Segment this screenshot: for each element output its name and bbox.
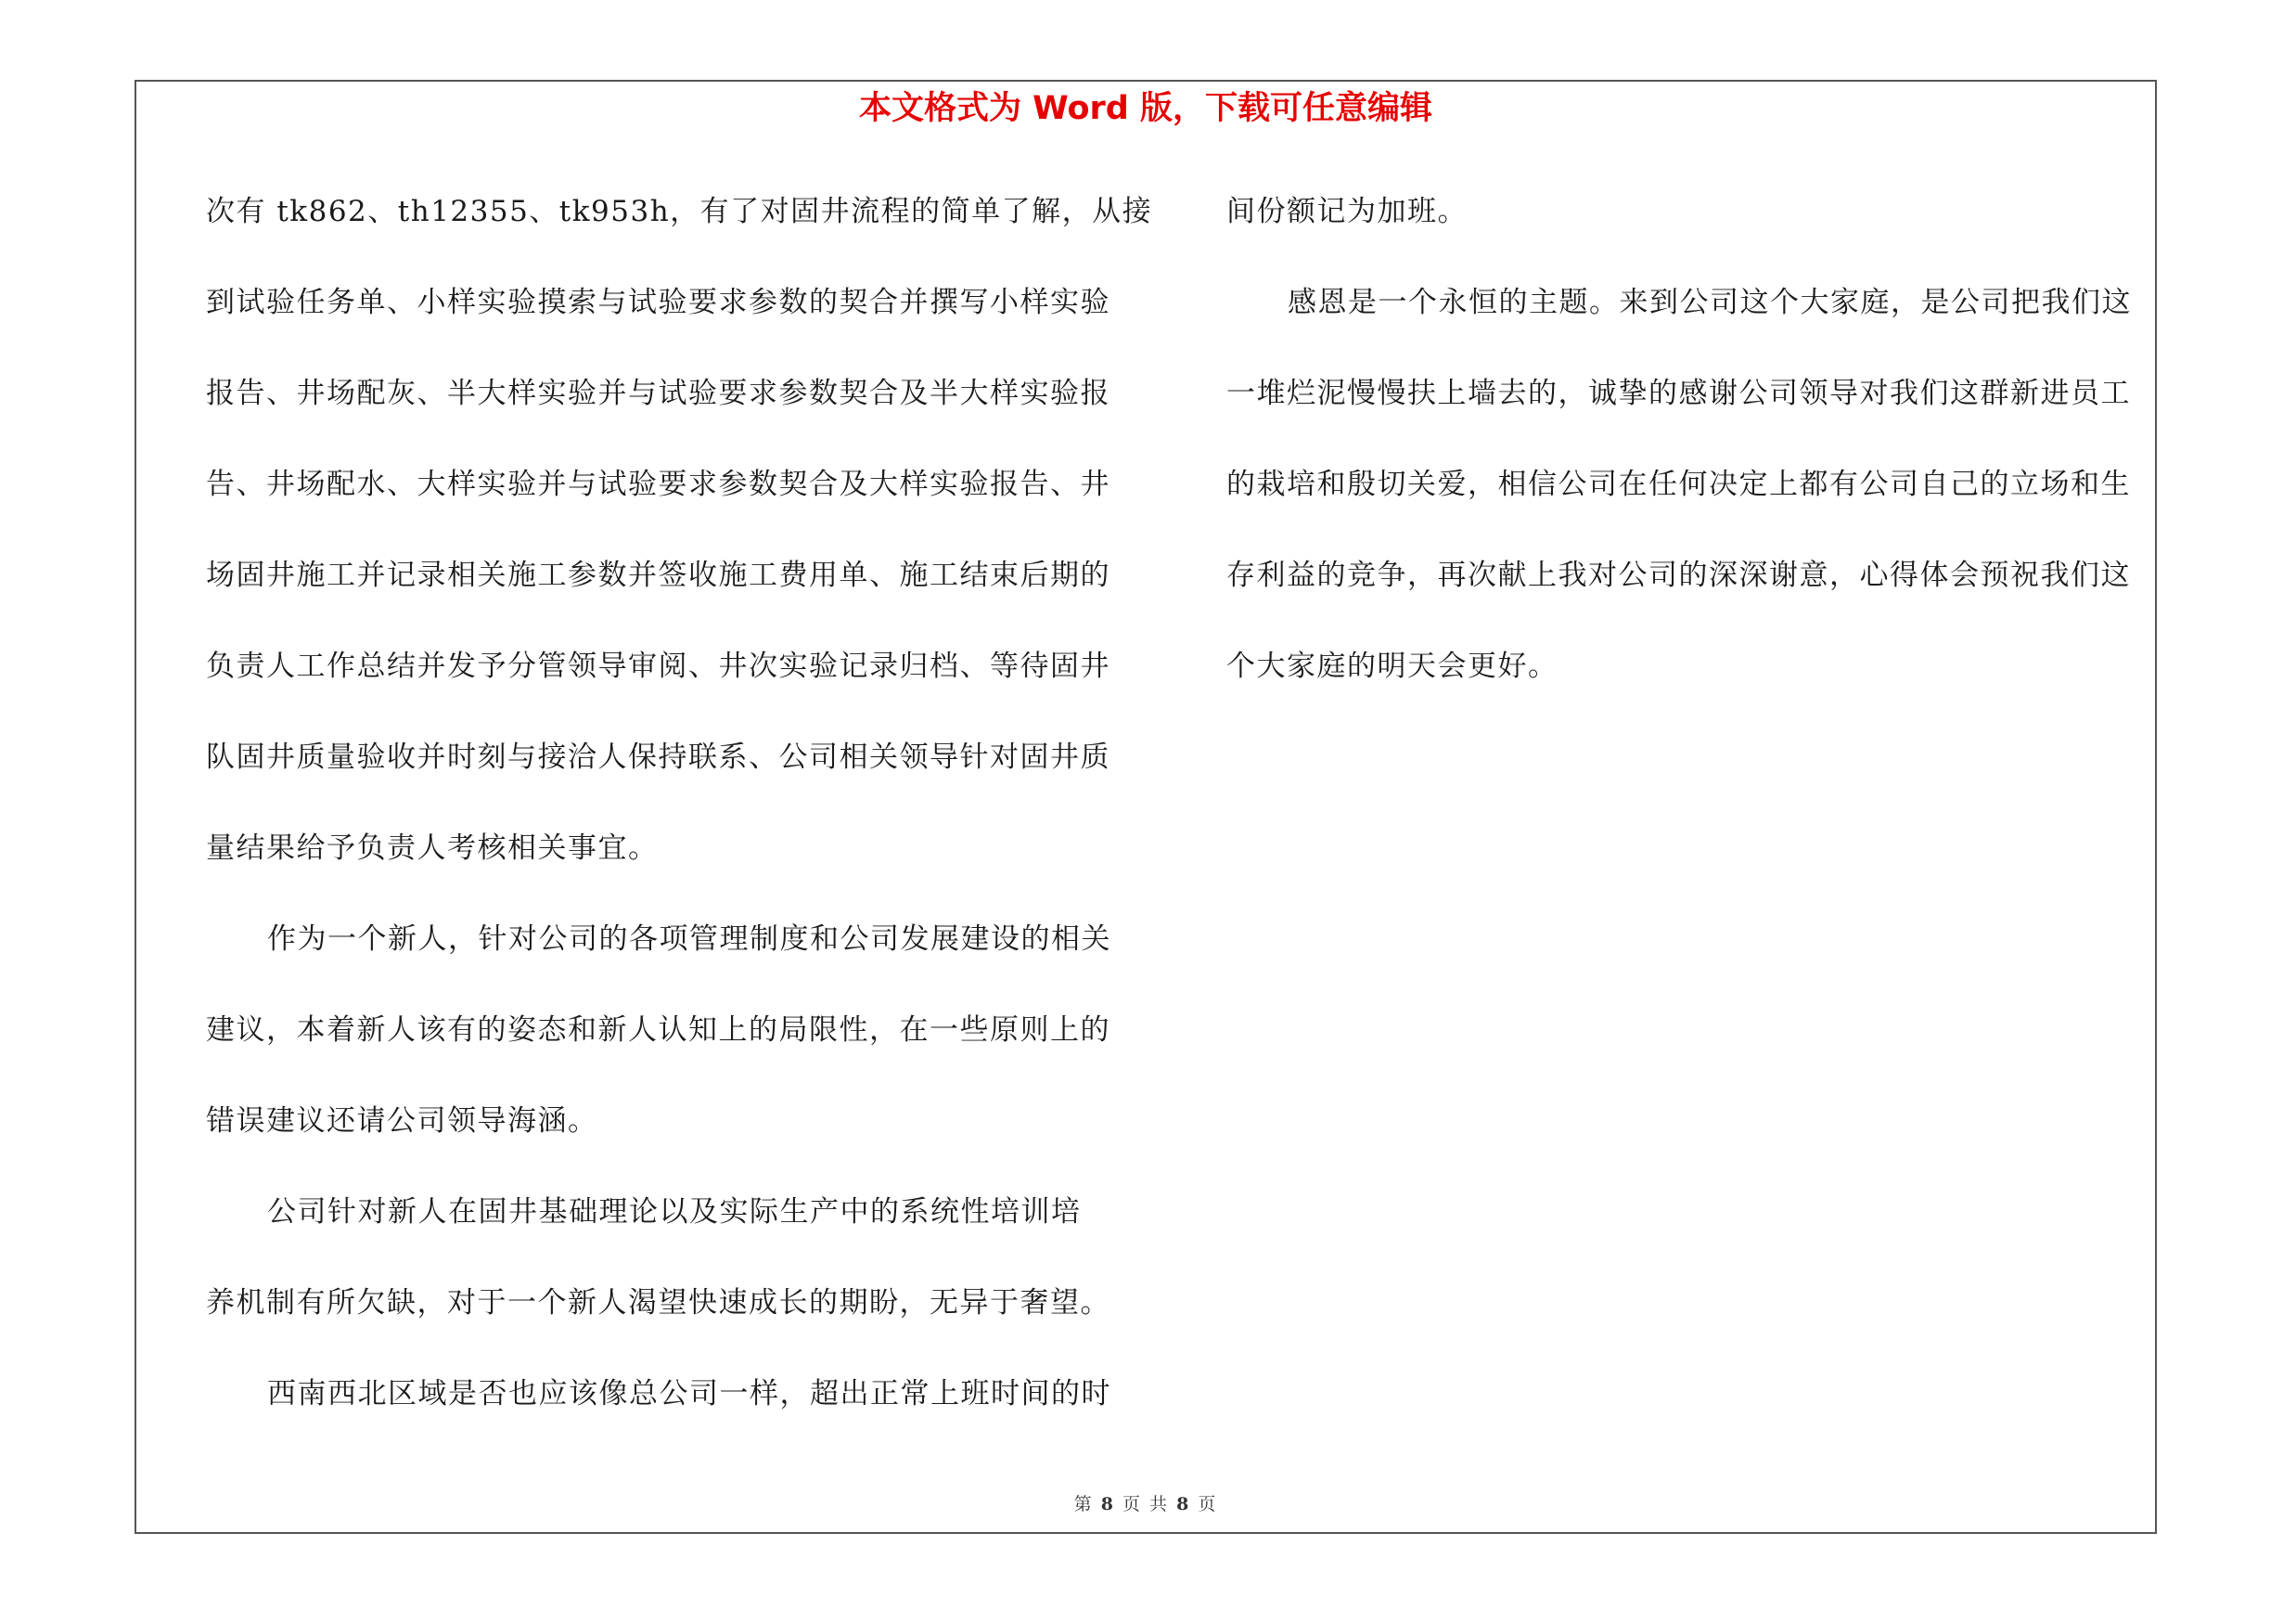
text-line: 的栽培和殷切关爱，相信公司在任何决定上都有公司自己的立场和生	[1226, 468, 2131, 501]
text-line: 养机制有所欠缺，对于一个新人渴望快速成长的期盼，无异于奢望。	[206, 1286, 1110, 1320]
text-line: 场固井施工并记录相关施工参数并签收施工费用单、施工结束后期的	[206, 559, 1110, 592]
paragraph-start-line: 公司针对新人在固井基础理论以及实际生产中的系统性培训培	[267, 1195, 1082, 1229]
text-line: 到试验任务单、小样实验摸索与试验要求参数的契合并撰写小样实验	[206, 286, 1110, 319]
paragraph-start-line: 西南西北区域是否也应该像总公司一样，超出正常上班时间的时	[267, 1377, 1111, 1410]
current-page-number: 8	[1100, 1494, 1115, 1514]
text-line: 报告、井场配灰、半大样实验并与试验要求参数契合及半大样实验报	[206, 377, 1110, 410]
footer-prefix: 第	[1073, 1494, 1094, 1514]
text-line: 存利益的竞争，再次献上我对公司的深深谢意，心得体会预祝我们这	[1226, 559, 2131, 592]
text-line: 建议，本着新人该有的姿态和新人认知上的局限性，在一些原则上的	[206, 1013, 1110, 1047]
paragraph-start-line: 作为一个新人，针对公司的各项管理制度和公司发展建设的相关	[267, 922, 1111, 956]
text-line: 错误建议还请公司领导海涵。	[206, 1104, 598, 1138]
header-banner: 本文格式为 Word 版，下载可任意编辑	[858, 90, 1433, 127]
page-footer	[135, 1490, 2157, 1515]
total-page-number: 8	[1176, 1494, 1191, 1514]
text-line: 一堆烂泥慢慢扶上墙去的，诚挚的感谢公司领导对我们这群新进员工	[1226, 377, 2131, 410]
left-column	[206, 185, 1153, 1458]
text-line: 间份额记为加班。	[1226, 195, 1468, 228]
text-line: 个大家庭的明天会更好。	[1226, 650, 1558, 683]
text-line: 量结果给予负责人考核相关事宜。	[206, 831, 659, 865]
text-line: 告、井场配水、大样实验并与试验要求参数契合及大样实验报告、井	[206, 468, 1110, 501]
paragraph-start-line: 感恩是一个永恒的主题。来到公司这个大家庭，是公司把我们这	[1288, 286, 2132, 319]
text-line: 次有 tk862、th12355、tk953h，有了对固井流程的简单了解，从接	[206, 195, 1153, 228]
text-line: 队固井质量验收并时刻与接洽人保持联系、公司相关领导针对固井质	[206, 741, 1110, 774]
footer-middle: 页 共	[1122, 1494, 1170, 1514]
right-column	[1226, 185, 2154, 730]
footer-suffix: 页	[1198, 1494, 1218, 1514]
text-line: 负责人工作总结并发予分管领导审阅、井次实验记录归档、等待固井	[206, 650, 1110, 683]
